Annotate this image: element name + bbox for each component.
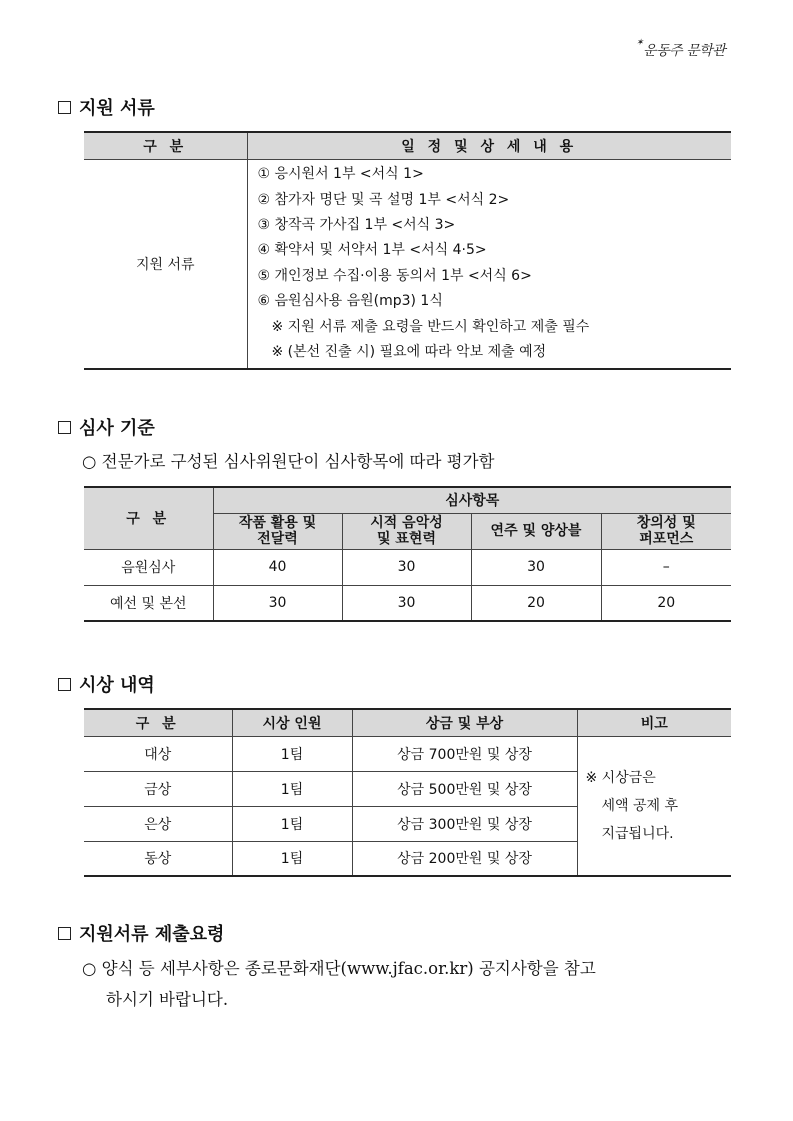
review-description: ○ 전문가로 구성된 심사위원단이 심사항목에 따라 평가함 [82, 452, 495, 471]
checkbox-square-icon [58, 927, 71, 940]
checkbox-square-icon [58, 678, 71, 691]
list-item: ④ 확약서 및 서약서 1부 <서식 4·5> [257, 242, 487, 259]
logo: ✶운동주 문학관 [636, 38, 726, 59]
checkbox-square-icon [58, 101, 71, 114]
awards-table [84, 708, 731, 877]
list-item: ⑤ 개인정보 수집·이용 동의서 1부 <서식 6> [257, 267, 532, 284]
table-header-details: 일 정 및 상 세 내 용 [247, 132, 731, 159]
list-item: ① 응시원서 1부 <서식 1> [257, 166, 424, 183]
criteria-column-header: 작품 활용 및 전달력 [213, 513, 342, 549]
table-header-count: 시상 인원 [232, 709, 352, 736]
note-item: ※ (본선 진출 시) 필요에 따라 악보 제출 예정 [271, 343, 547, 360]
review-table [84, 486, 731, 622]
section-title-review: 심사 기준 [58, 414, 155, 440]
table-header-category: 구 분 [84, 709, 232, 736]
submission-line-1: ○ 양식 등 세부사항은 종로문화재단(www.jfac.or.kr) 공지사항을 참고 [82, 959, 596, 978]
criteria-column-header: 창의성 및 퍼포먼스 [601, 513, 731, 549]
table-row: 음원심사 40 30 30 – [84, 549, 731, 585]
table-header-category: 구 분 [84, 132, 247, 159]
table-header-remarks: 비고 [577, 709, 731, 736]
table-row: 대상 1팀 상금 700만원 및 상장 ※ 시상금은 세액 공제 후 지급됩니다. [84, 736, 731, 771]
checkbox-square-icon [58, 421, 71, 434]
note-item: ※ 지원 서류 제출 요령을 반드시 확인하고 제출 필수 [271, 318, 590, 335]
table-header-criteria: 심사항목 [213, 487, 731, 513]
table-row: 예선 및 본선 30 30 20 20 [84, 585, 731, 621]
row-label-documents: 지원 서류 [84, 159, 247, 369]
criteria-column-header: 연주 및 양상블 [471, 513, 601, 549]
list-item: ③ 창작곡 가사집 1부 <서식 3> [257, 216, 456, 233]
section-title-awards: 시상 내역 [58, 671, 155, 697]
table-header-category: 구 분 [84, 487, 213, 549]
submission-line-2: 하시기 바랍니다. [106, 990, 229, 1009]
table-row: 동상 1팀 상금 200만원 및 상장 [84, 841, 731, 876]
section-title-submission: 지원서류 제출요령 [58, 920, 224, 946]
section-title-documents: 지원 서류 [58, 94, 155, 120]
documents-table [84, 131, 731, 370]
table-header-prize: 상금 및 부상 [352, 709, 577, 736]
list-item: ⑥ 음원심사용 음원(mp3) 1식 [257, 293, 443, 310]
table-row: 금상 1팀 상금 500만원 및 상장 [84, 771, 731, 806]
awards-remarks: ※ 시상금은 세액 공제 후 지급됩니다. [577, 736, 731, 876]
table-row: 은상 1팀 상금 300만원 및 상장 [84, 806, 731, 841]
documents-list [247, 159, 731, 369]
list-item: ② 참가자 명단 및 곡 설명 1부 <서식 2> [257, 191, 510, 208]
criteria-column-header: 시적 음악성 및 표현력 [342, 513, 471, 549]
